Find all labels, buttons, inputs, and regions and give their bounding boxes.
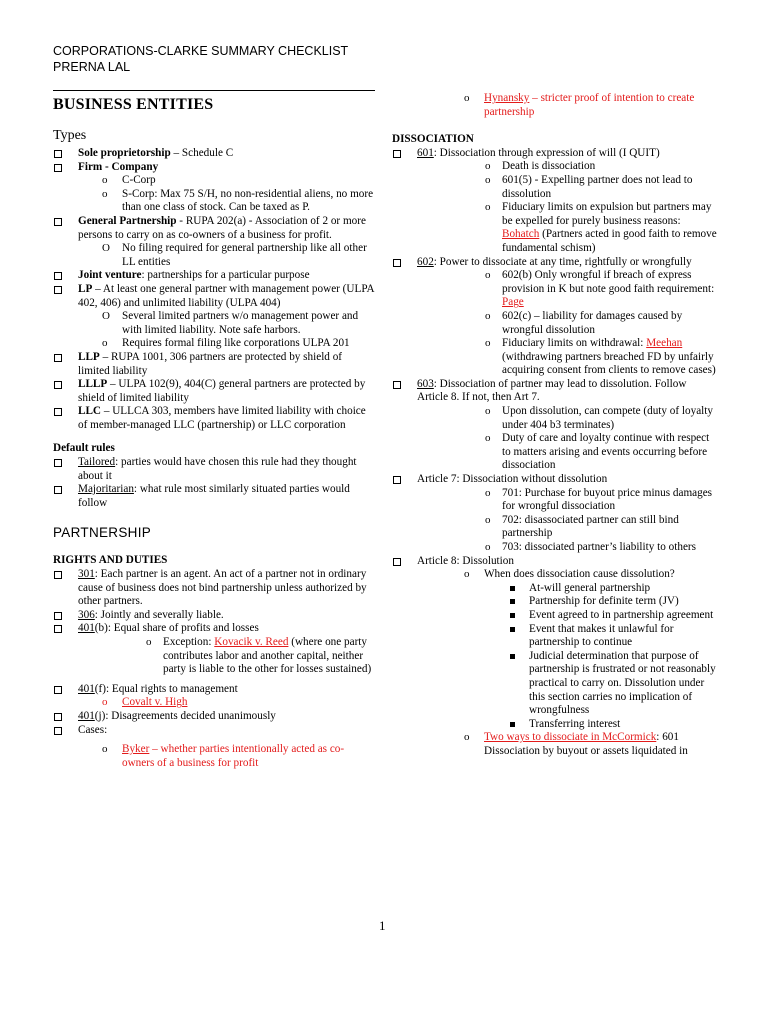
case-link-mccormick[interactable]: Two ways to dissociate in McCormick <box>484 731 657 744</box>
circle-bullet-icon: O <box>102 310 110 323</box>
header-author: PRERNA LAL <box>53 60 131 74</box>
list-item-602b: o 602(b) Only wrongful if breach of express provision in K but note good faith requirement: Page <box>485 269 715 309</box>
list-item-covalt <box>53 696 375 710</box>
list-item-603: 603: Dissociation of partner may lead to dissolution. Follow Article 8. If not, then Art 7. <box>392 378 717 405</box>
right-column <box>392 92 717 759</box>
list-item-withdrawal-limits: o Fiduciary limits on withdrawal: Meehan (withdrawing partners breached FD by unfairly acquiring consent from clients to remove cases) <box>485 337 716 377</box>
checkbox-bullet-icon <box>54 286 62 294</box>
checkbox-bullet-icon <box>54 612 62 620</box>
checkbox-bullet-icon <box>54 354 62 362</box>
circle-bullet-icon: o <box>485 405 491 418</box>
list-item-judicial-determination: Judicial determination that purpose of partnership is frustrated or not reasonably practical to carry on. Dissolution under this section carries no implication of wrongfulness <box>392 650 717 718</box>
circle-bullet-icon: o <box>485 201 491 214</box>
checkbox-bullet-icon <box>54 727 62 735</box>
circle-bullet-icon: o <box>485 309 491 322</box>
list-item-duty-of-care: o Duty of care and loyalty continue with respect to matters arising and events occurring before dissociation <box>485 432 710 472</box>
checkbox-bullet-icon <box>54 459 62 467</box>
list-item-lllp: LLLP – ULPA 102(9), 404(C) general partners are protected by shield of limited liability <box>53 378 375 405</box>
list-item-majoritarian: Majoritarian: what rule most similarly situated parties would follow <box>53 483 375 510</box>
circle-bullet-icon: o <box>485 541 491 553</box>
checkbox-bullet-icon <box>54 571 62 579</box>
square-bullet-icon <box>510 722 515 727</box>
square-bullet-icon <box>510 654 515 659</box>
list-item-death: o Death is dissociation <box>485 160 596 173</box>
list-item-701: o 701: Purchase for buyout price minus damages for wrongful dissociation <box>485 486 713 513</box>
circle-bullet-icon: o <box>485 486 491 499</box>
list-item-article-7: Article 7: Dissociation without dissolution <box>392 473 717 487</box>
list-item-gp-filing: O No filing required for general partnership like all other LL entities <box>102 242 367 268</box>
checkbox-bullet-icon <box>54 164 62 172</box>
list-item-cases: Cases: <box>53 724 375 738</box>
list-item-event-agreed: Event agreed to in partnership agreement <box>392 609 717 623</box>
list-item-lp-limited-partners: O Several limited partners w/o management power and with limited liability. Note safe harbors. <box>102 310 359 336</box>
list-item-transferring-interest: Transferring interest <box>392 718 717 732</box>
list-item-601-5: o 601(5) - Expelling partner does not lead to dissolution <box>485 173 693 200</box>
list-item-firm: Firm - Company <box>53 161 375 175</box>
list-item-703: o 703: dissociated partner’s liability to others <box>485 541 696 553</box>
list-item-401b-exception: o Exception: Kovacik v. Reed (where one party contributes labor and another capital, neither party is liable to the other for losses sustained) <box>146 636 372 676</box>
circle-bullet-icon: o <box>102 337 108 350</box>
case-link-kovacik[interactable]: Kovacik v. Reed <box>214 636 289 648</box>
square-bullet-icon <box>510 627 515 632</box>
checkbox-bullet-icon <box>54 381 62 389</box>
section-title-partnership: PARTNERSHIP <box>53 525 152 541</box>
list-item-601: 601: Dissociation through expression of will (I QUIT) <box>392 147 717 161</box>
circle-bullet-icon: o <box>464 731 470 744</box>
circle-bullet-icon: o <box>485 173 491 186</box>
list-item-702: o 702: disassociated partner can still bind partnership <box>485 513 679 540</box>
circle-bullet-icon: o <box>464 568 470 581</box>
list-item-tailored: Tailored: parties would have chosen this rule had they thought about it <box>53 456 375 483</box>
list-item-602: 602: Power to dissociate at any time, rightfully or wrongfully <box>392 256 717 270</box>
circle-bullet-icon: o <box>485 432 491 445</box>
checkbox-bullet-icon <box>54 150 62 158</box>
circle-bullet-icon: O <box>102 242 110 255</box>
circle-bullet-icon: o <box>102 743 108 756</box>
document-header <box>53 43 348 75</box>
heading-types: Types <box>53 128 87 143</box>
checkbox-bullet-icon <box>54 486 62 494</box>
case-link-bohatch[interactable]: Bohatch <box>502 228 540 241</box>
circle-bullet-icon: o <box>485 513 491 526</box>
page-number: 1 <box>379 918 386 933</box>
heading-default-rules: Default rules <box>53 442 115 455</box>
list-item-llp: LLP – RUPA 1001, 306 partners are protected by shield of limited liability <box>53 351 375 378</box>
square-bullet-icon <box>510 586 515 591</box>
list-item-when-dissolution: o When does dissociation cause dissolution? <box>464 568 675 581</box>
square-bullet-icon <box>510 613 515 618</box>
circle-bullet-icon: o <box>102 696 108 709</box>
list-item-mccormick: o Two ways to dissociate in McCormick: 601 Dissociation by buyout or assets liquidated in <box>464 731 688 757</box>
list-item-byker: o Byker – whether parties intentionally acted as co-owners of a business for profit <box>102 743 345 769</box>
list-item-401j: 401(j): Disagreements decided unanimously <box>53 710 375 724</box>
circle-bullet-icon: o <box>102 187 108 200</box>
checkbox-bullet-icon <box>54 625 62 633</box>
checkbox-bullet-icon <box>54 272 62 280</box>
left-column <box>53 90 375 770</box>
circle-bullet-icon: o <box>485 337 491 350</box>
list-item-306: 306: Jointly and severally liable. <box>53 609 375 623</box>
heading-dissociation: DISSOCIATION <box>392 133 474 146</box>
list-item-lp-filing: o Requires formal filing like corporations ULPA 201 <box>102 337 350 350</box>
list-item-hynansky: o Hynansky – stricter proof of intention to create partnership <box>464 92 695 118</box>
checkbox-bullet-icon <box>54 686 62 694</box>
list-item-joint-venture: Joint venture: partnerships for a particular purpose <box>53 269 375 283</box>
heading-rights-and-duties: RIGHTS AND DUTIES <box>53 554 168 567</box>
checkbox-bullet-icon <box>54 713 62 721</box>
list-item-general-partnership: General Partnership - RUPA 202(a) - Association of 2 or more persons to carry on as co-owners of a business for profit. <box>53 215 375 242</box>
list-item-lp: LP – At least one general partner with management power (ULPA 402, 406) and unlimited liability (ULPA 404) <box>53 283 375 310</box>
header-course-title: CORPORATIONS-CLARKE SUMMARY CHECKLIST <box>53 44 349 58</box>
top-rule <box>53 90 375 91</box>
checkbox-bullet-icon <box>393 381 401 389</box>
list-item-602c: o 602(c) – liability for damages caused by wrongful dissolution <box>485 309 683 336</box>
list-item-event-unlawful: Event that makes it unlawful for partnership to continue <box>392 623 717 650</box>
list-item-llc: LLC – ULLCA 303, members have limited liability with choice of member-managed LLC (partnership) or LLC corporation <box>53 405 375 432</box>
checkbox-bullet-icon <box>54 408 62 416</box>
list-item-401b: 401(b): Equal share of profits and losses <box>53 622 375 636</box>
case-link-covalt[interactable]: Covalt v. High <box>122 696 188 709</box>
list-item-article-8: Article 8: Dissolution <box>392 555 717 569</box>
circle-bullet-icon: o <box>102 174 108 187</box>
list-item-401f: 401(f): Equal rights to management <box>53 683 375 697</box>
case-link-page[interactable]: Page <box>502 296 524 309</box>
list-item-definite-term: Partnership for definite term (JV) <box>392 595 717 609</box>
checkbox-bullet-icon <box>393 476 401 484</box>
section-title-business-entities: BUSINESS ENTITIES <box>53 96 214 113</box>
case-link-byker[interactable]: Byker <box>122 743 150 756</box>
list-item-301: 301: Each partner is an agent. An act of a partner not in ordinary cause of business does not bind partnership unless authorized by other partners. <box>53 568 375 609</box>
list-item-sole-proprietorship: Sole proprietorship – Schedule C <box>53 147 375 161</box>
checkbox-bullet-icon <box>54 218 62 226</box>
case-link-hynansky[interactable]: Hynansky <box>484 92 530 104</box>
checkbox-bullet-icon <box>393 150 401 158</box>
list-item-at-will: At-will general partnership <box>392 582 717 596</box>
circle-bullet-icon: o <box>464 92 470 104</box>
list-item-ccorp: o C-Corp <box>102 174 156 187</box>
checkbox-bullet-icon <box>393 259 401 267</box>
square-bullet-icon <box>510 599 515 604</box>
case-link-meehan[interactable]: Meehan <box>646 337 683 350</box>
list-item-upon-dissolution: o Upon dissolution, can compete (duty of loyalty under 404 b3 terminates) <box>485 405 713 431</box>
list-item-expulsion-limits: o Fiduciary limits on expulsion but partners may be expelled for purely business reasons: Bohatch (Partners acted in good faith to remove fundamental schism) <box>485 201 717 254</box>
circle-bullet-icon: o <box>485 160 491 173</box>
circle-bullet-icon: o <box>485 269 491 282</box>
checkbox-bullet-icon <box>393 558 401 566</box>
circle-bullet-icon: o <box>146 636 152 648</box>
list-item-scorp: o S-Corp: Max 75 S/H, no non-residential aliens, no more than one class of stock. Can be taxed as P. <box>102 187 374 214</box>
